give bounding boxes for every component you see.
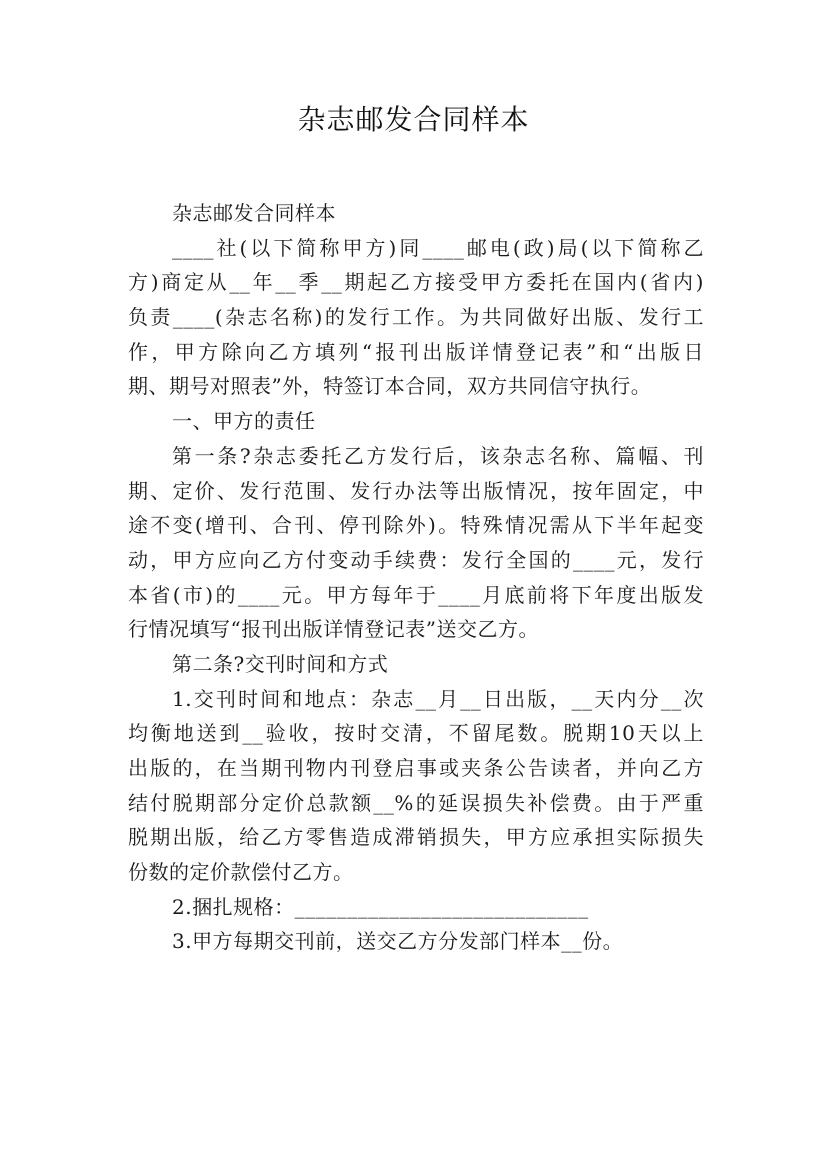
text-line: 均衡地送到__验收，按时交清，不留尾数。脱期10天以上	[128, 721, 704, 746]
text-line: 方)商定从__年__季__期起乙方接受甲方委托在国内(省内)	[128, 270, 704, 295]
text-line: 期、定价、发行范围、发行办法等出版情况，按年固定，中	[128, 478, 704, 503]
text-line: 动，甲方应向乙方付变动手续费：发行全国的____元，发行	[128, 547, 704, 572]
text-line: 作，甲方除向乙方填列“报刊出版详情登记表”和“出版日	[128, 339, 704, 364]
text-line: 脱期出版，给乙方零售造成滞销损失，甲方应承担实际损失	[128, 825, 704, 850]
text-line: 第一条?杂志委托乙方发行后，该杂志名称、篇幅、刊	[172, 443, 704, 468]
text-line: 2.捆扎规格：____________________________	[172, 894, 589, 919]
document-title: 杂志邮发合同样本	[297, 103, 530, 136]
text-line: 结付脱期部分定价总款额__%的延误损失补偿费。由于严重	[128, 790, 704, 815]
text-line: 3.甲方每期交刊前，送交乙方分发部门样本__份。	[172, 929, 624, 954]
text-line: 出版的，在当期刊物内刊登启事或夹条公告读者，并向乙方	[128, 756, 704, 780]
text-line: 途不变(增刊、合刊、停刊除外)。特殊情况需从下半年起变	[128, 513, 704, 538]
text-line: 本省(市)的____元。甲方每年于____月底前将下年度出版发	[128, 582, 704, 607]
text-line: 第二条?交刊时间和方式	[172, 651, 389, 676]
text-line: 行情况填写“报刊出版详情登记表”送交乙方。	[128, 617, 539, 642]
text-line: 杂志邮发合同样本	[172, 201, 336, 225]
text-line: ____社(以下简称甲方)同____邮电(政)局(以下简称乙	[172, 235, 704, 260]
document-body	[128, 196, 704, 959]
text-line: 负责____(杂志名称)的发行工作。为共同做好出版、发行工	[128, 305, 704, 330]
text-line: 1.交刊时间和地点：杂志__月__日出版，__天内分__次	[172, 686, 704, 711]
text-line: 一、甲方的责任	[172, 409, 316, 434]
text-line: 份数的定价款偿付乙方。	[128, 860, 354, 885]
text-line: 期、期号对照表”外，特签订本合同，双方共同信守执行。	[128, 374, 652, 399]
